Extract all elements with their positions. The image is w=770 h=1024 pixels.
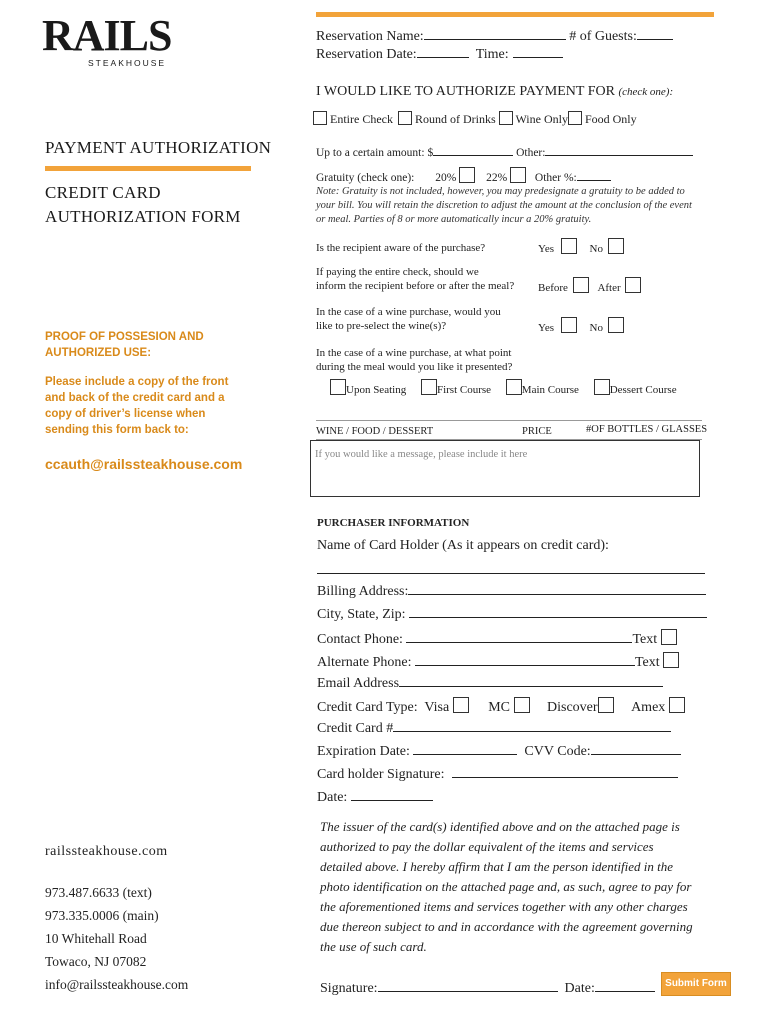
billing-field[interactable] xyxy=(408,583,706,595)
wine-answers: Yes No xyxy=(538,317,624,334)
title-divider xyxy=(45,166,251,171)
signature-date-field[interactable] xyxy=(595,980,655,992)
aware-question: Is the recipient aware of the purchase? xyxy=(316,242,486,254)
option-wine-only-checkbox[interactable] xyxy=(499,111,513,125)
message-box[interactable] xyxy=(310,440,700,497)
logo xyxy=(42,8,182,78)
info-email[interactable]: info@railssteakhouse.com xyxy=(45,977,189,992)
cvv-field[interactable] xyxy=(591,743,681,755)
address-line2: Towaco, NJ 07082 xyxy=(45,954,147,969)
discover-checkbox[interactable] xyxy=(598,697,614,713)
col-price: PRICE xyxy=(522,426,552,437)
reservation-row2: Reservation Date: Time: xyxy=(316,46,563,63)
card-holder-label: Name of Card Holder (As it appears on credit card): xyxy=(317,538,609,553)
present-options: Upon Seating First Course Main Course Dessert Course xyxy=(330,379,677,396)
proof-body: Please include a copy of the front and back of the credit card and a copy of driver’s license when sending this form back to: xyxy=(45,376,229,436)
present-question: In the case of a wine purchase, at what point during the meal would you like it presented? xyxy=(316,347,513,373)
cardholder-signature-row: Card holder Signature: xyxy=(317,766,678,783)
purchaser-heading: PURCHASER INFORMATION xyxy=(317,517,470,529)
guests-field[interactable] xyxy=(637,28,673,40)
inform-answers: Before After xyxy=(538,277,641,294)
reservation-name-field[interactable] xyxy=(424,28,566,40)
expiration-row: Expiration Date: CVV Code: xyxy=(317,743,681,760)
contact-text-checkbox[interactable] xyxy=(661,629,677,645)
cardholder-date-field[interactable] xyxy=(351,789,433,801)
gratuity-20-checkbox[interactable] xyxy=(459,167,475,183)
logo-subtitle: STEAKHOUSE xyxy=(88,58,167,68)
card-number-row: Credit Card # xyxy=(317,720,671,737)
amex-checkbox[interactable] xyxy=(669,697,685,713)
amount-other-field[interactable] xyxy=(545,144,693,156)
reservation-row1: Reservation Name: # of Guests: xyxy=(316,28,673,45)
visa-checkbox[interactable] xyxy=(453,697,469,713)
inform-after-checkbox[interactable] xyxy=(625,277,641,293)
col-item: WINE / FOOD / DESSERT xyxy=(316,426,434,437)
amount-row: Up to a certain amount: $ Other: xyxy=(316,144,693,159)
card-holder-field[interactable] xyxy=(317,573,705,574)
city-field[interactable] xyxy=(409,606,707,618)
inform-question: If paying the entire check, should we inform the recipient before or after the meal? xyxy=(316,266,515,292)
page-title: PAYMENT AUTHORIZATION xyxy=(45,138,272,157)
message-placeholder: If you would like a message, please include it here xyxy=(315,449,528,460)
aware-yes-checkbox[interactable] xyxy=(561,238,577,254)
form-title-line2: AUTHORIZATION FORM xyxy=(45,207,241,226)
website-link[interactable]: railssteakhouse.com xyxy=(45,844,168,859)
phone-text: 973.487.6633 (text) xyxy=(45,885,152,900)
signature-field[interactable] xyxy=(378,980,558,992)
time-field[interactable] xyxy=(513,46,563,58)
contact-phone-field[interactable] xyxy=(406,631,632,643)
option-round-drinks-checkbox[interactable] xyxy=(398,111,412,125)
wine-question: In the case of a wine purchase, would you like to pre-select the wine(s)? xyxy=(316,306,501,332)
contact-row: Contact Phone: Text xyxy=(317,629,677,648)
card-number-field[interactable] xyxy=(393,720,671,732)
present-first-course-checkbox[interactable] xyxy=(421,379,437,395)
cardholder-date-row: Date: xyxy=(317,789,433,806)
address-line1: 10 Whitehall Road xyxy=(45,931,147,946)
alternate-text-checkbox[interactable] xyxy=(663,652,679,668)
authorize-options: Entire Check Round of Drinks Wine Only Food Only xyxy=(313,111,637,127)
amount-field[interactable] xyxy=(433,144,513,156)
gratuity-note: Note: Gratuity is not included, however, you may predesignate a gratuity to be added to your bill. You will retain the discretion to adjust the amount at the conclusion of the event or meal. Parties of 8 or more automatically incur a 20% gratuity. xyxy=(316,186,692,225)
wine-yes-checkbox[interactable] xyxy=(561,317,577,333)
form-title-line1: CREDIT CARD xyxy=(45,183,161,202)
present-upon-seating-checkbox[interactable] xyxy=(330,379,346,395)
mc-checkbox[interactable] xyxy=(514,697,530,713)
billing-row: Billing Address: xyxy=(317,583,706,600)
contact-block xyxy=(45,840,188,996)
proof-heading: PROOF OF POSSESION AND AUTHORIZED USE: xyxy=(45,331,204,359)
wine-no-checkbox[interactable] xyxy=(608,317,624,333)
gratuity-22-checkbox[interactable] xyxy=(510,167,526,183)
aware-no-checkbox[interactable] xyxy=(608,238,624,254)
email-row: Email Address xyxy=(317,675,663,692)
top-divider xyxy=(316,12,714,17)
alternate-row: Alternate Phone: Text xyxy=(317,652,679,671)
expiration-field[interactable] xyxy=(413,743,517,755)
items-top-rule xyxy=(316,420,702,421)
auth-email[interactable]: ccauth@railssteakhouse.com xyxy=(45,456,243,472)
aware-answers: Yes No xyxy=(538,238,624,255)
present-main-course-checkbox[interactable] xyxy=(506,379,522,395)
alternate-phone-field[interactable] xyxy=(415,654,635,666)
cardholder-signature-field[interactable] xyxy=(452,766,678,778)
submit-button[interactable]: Submit Form xyxy=(661,972,731,996)
agreement-text: The issuer of the card(s) identified above and on the attached page is authorized to pay the dollar equivalent of the items and services detailed above. I hereby affirm that I am the person identified in the photo identification on the attached page and, as such, agree to pay for the aforementioned items and services together with any other charges due thereon subject to and in accordance with the agreement governing the use of such card. xyxy=(320,819,693,954)
phone-main: 973.335.0006 (main) xyxy=(45,908,159,923)
city-row: City, State, Zip: xyxy=(317,606,707,623)
gratuity-other-field[interactable] xyxy=(577,169,611,181)
signature-row: Signature: Date: xyxy=(320,980,655,997)
option-food-only-checkbox[interactable] xyxy=(568,111,582,125)
option-entire-check-checkbox[interactable] xyxy=(313,111,327,125)
logo-wordmark: RAILS xyxy=(42,11,172,60)
email-field[interactable] xyxy=(399,675,663,687)
reservation-date-field[interactable] xyxy=(417,46,469,58)
inform-before-checkbox[interactable] xyxy=(573,277,589,293)
col-bottles: #OF BOTTLES / GLASSES xyxy=(586,424,708,435)
card-type-row: Credit Card Type: Visa MC Discover Amex xyxy=(317,697,685,716)
items-header xyxy=(316,424,716,438)
authorize-heading: I WOULD LIKE TO AUTHORIZE PAYMENT FOR (check one): xyxy=(316,84,674,99)
gratuity-row: Gratuity (check one): 20% 22% Other %: xyxy=(316,167,611,184)
present-dessert-course-checkbox[interactable] xyxy=(594,379,610,395)
